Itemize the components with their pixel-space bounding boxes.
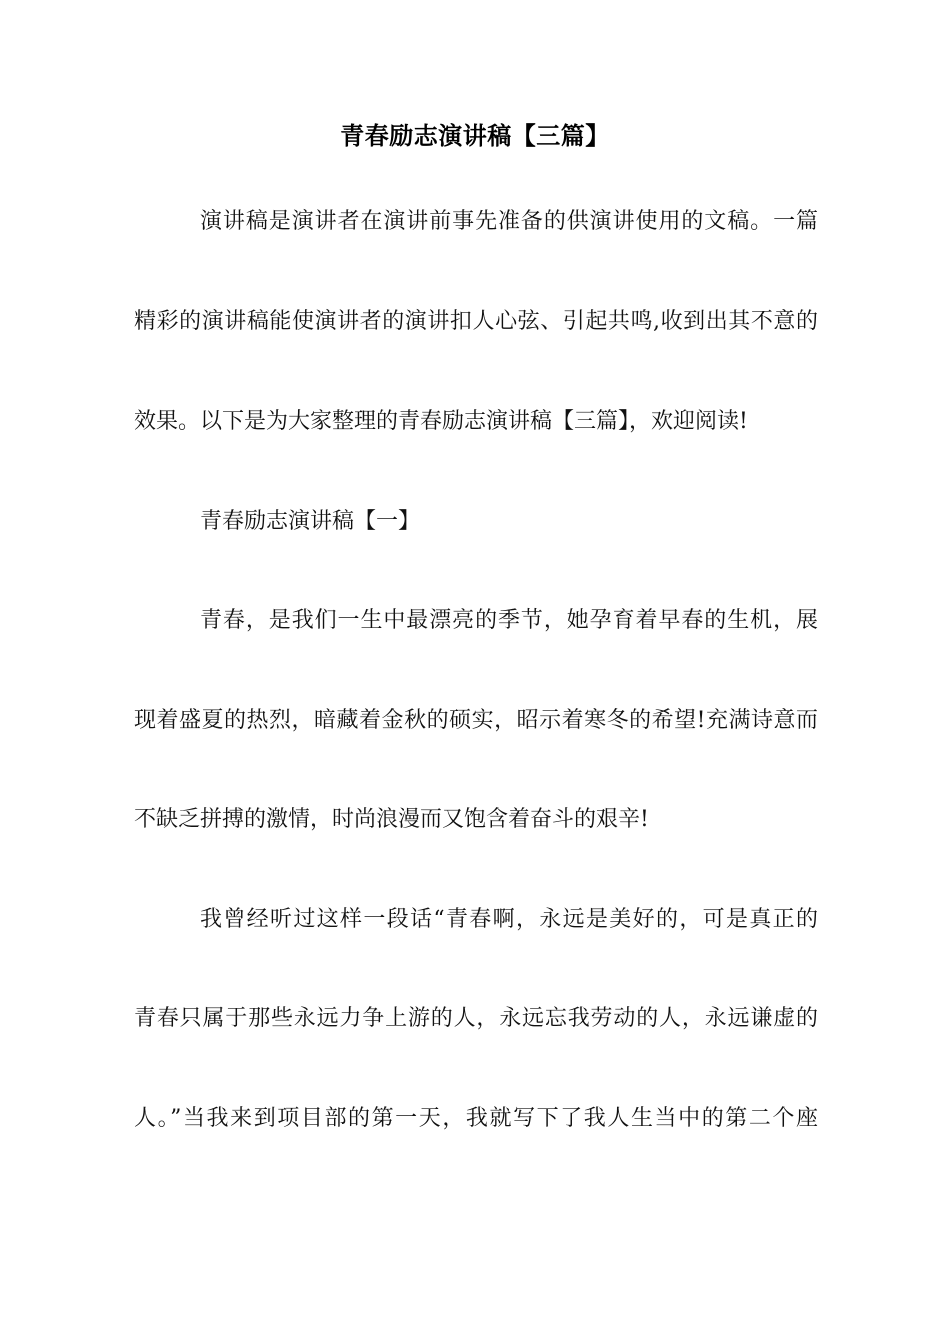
paragraph-line: 青春，是我们一生中最漂亮的季节，她孕育着早春的生机，展: [200, 608, 818, 633]
paragraph-line: 演讲稿是演讲者在演讲前事先准备的供演讲使用的文稿。一篇: [200, 209, 818, 234]
paragraph-line: 效果。以下是为大家整理的青春励志演讲稿【三篇】，欢迎阅读!: [134, 409, 748, 434]
paragraph-line: 现着盛夏的热烈，暗藏着金秋的硕实，昭示着寒冬的希望!充满诗意而: [134, 708, 818, 733]
document-title: 青春励志演讲稿【三篇】: [340, 122, 610, 150]
paragraph-line: 精彩的演讲稿能使演讲者的演讲扣人心弦、引起共鸣,收到出其不意的: [134, 309, 818, 334]
paragraph-line: 我曾经听过这样一段话“青春啊，永远是美好的，可是真正的: [200, 907, 818, 932]
paragraph-line: 不缺乏拼搏的激情，时尚浪漫而又饱含着奋斗的艰辛!: [134, 807, 649, 832]
paragraph-line: 人。”当我来到项目部的第一天，我就写下了我人生当中的第二个座: [134, 1106, 818, 1131]
section-heading: 青春励志演讲稿【一】: [200, 509, 421, 534]
paragraph-line: 青春只属于那些永远力争上游的人，永远忘我劳动的人，永远谦虚的: [134, 1006, 818, 1031]
